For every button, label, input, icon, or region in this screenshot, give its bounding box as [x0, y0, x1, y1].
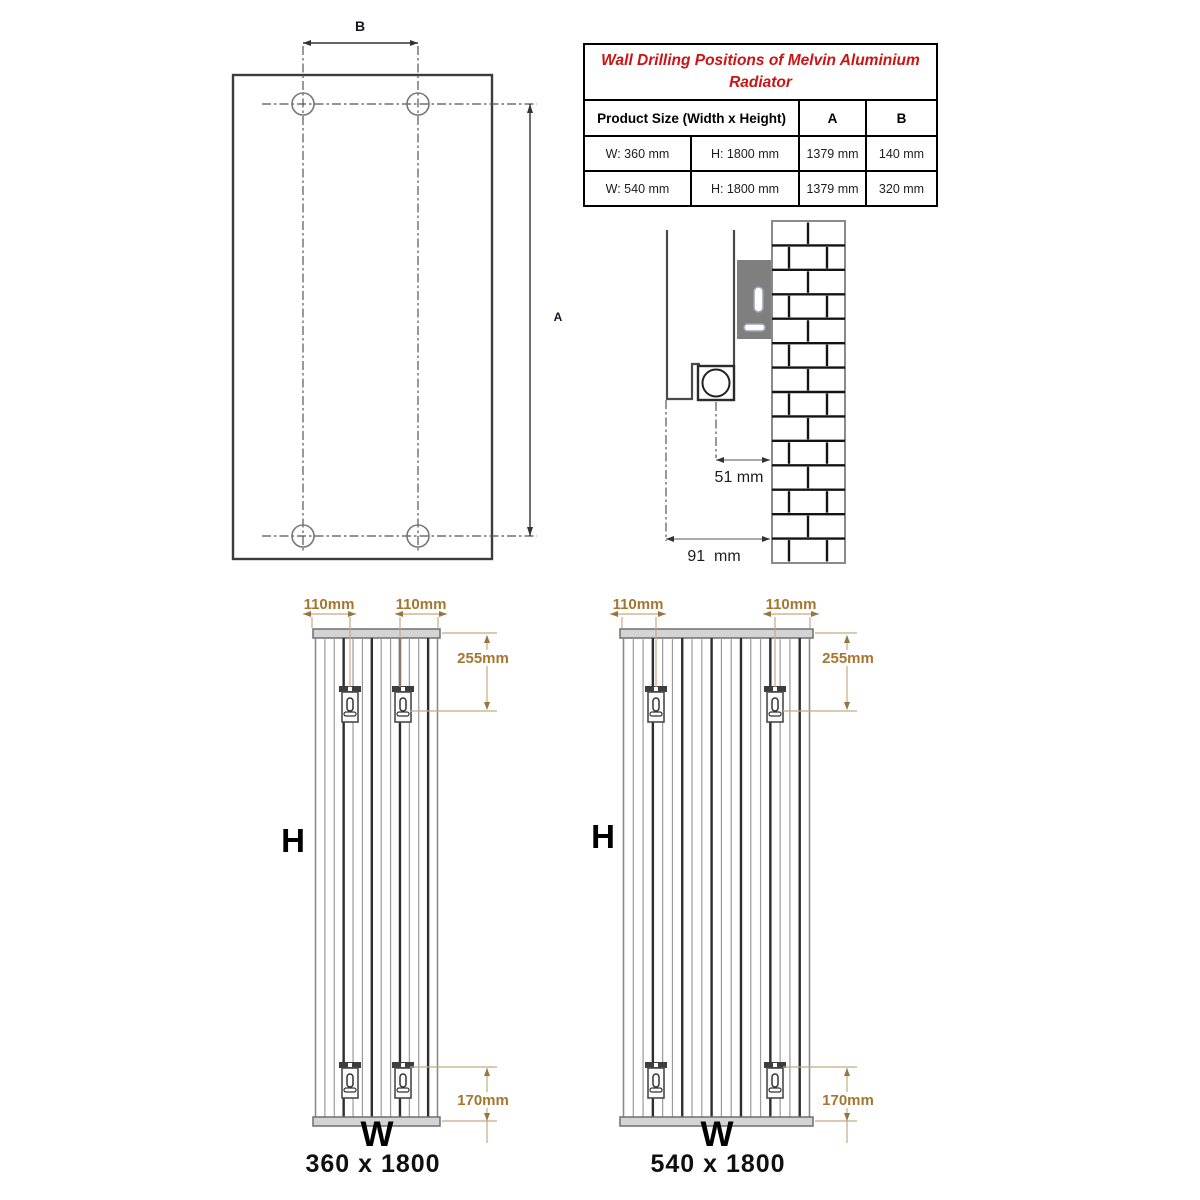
dim-label: 170mm [822, 1092, 874, 1109]
arrow-left-icon [303, 40, 311, 46]
table-title-row [584, 44, 937, 100]
bracket-slot [653, 1074, 659, 1087]
brick-wall [772, 221, 845, 563]
radiator-360-front-view [270, 590, 520, 1190]
fins [316, 638, 438, 1117]
arrow-up-icon [484, 1068, 490, 1076]
wall-mount-side-view [640, 210, 890, 580]
cell-a: 1379 mm [799, 136, 866, 171]
mounting-brackets [339, 686, 414, 1098]
side-centerlines [666, 400, 716, 541]
wall-bracket [737, 260, 772, 339]
bracket-slot [772, 698, 778, 711]
dim-255 [783, 633, 876, 711]
dim-label-51mm: 51 mm [714, 469, 764, 486]
dim-label: 110mm [395, 596, 447, 613]
bracket-slot [400, 1074, 406, 1087]
arrow-down-icon [844, 702, 850, 710]
width-label: W [700, 1115, 734, 1154]
arrow-right-icon [410, 40, 418, 46]
radiator-body [313, 629, 440, 1126]
table-row [584, 171, 937, 206]
arrow-right-icon [762, 536, 770, 542]
bracket-vertical-slot [754, 287, 763, 312]
table-header-row [584, 100, 937, 136]
arrow-down-icon [844, 1113, 850, 1121]
size-caption: 360 x 1800 [305, 1150, 441, 1178]
arrow-up-icon [844, 635, 850, 643]
drill-holes [292, 93, 429, 547]
radiator-body [620, 629, 813, 1126]
bracket-bottom-slot [769, 712, 781, 716]
dim-label: 255mm [822, 650, 874, 667]
dimension-91mm [666, 536, 770, 565]
dim-label: 110mm [303, 596, 355, 613]
bracket-bottom-slot [344, 1088, 356, 1092]
dim-label-b: B [354, 18, 366, 34]
dim-label: 255mm [457, 650, 509, 667]
table-row [584, 136, 937, 171]
dimension-a [527, 104, 563, 536]
bracket-horizontal-slot [744, 324, 765, 331]
radiator-outline [233, 75, 492, 559]
dim-255 [410, 633, 511, 711]
bracket-notch [654, 1063, 658, 1067]
arrow-down-icon [484, 702, 490, 710]
dim-110-right [395, 596, 447, 687]
arrow-right-icon [762, 457, 770, 463]
dim-label: 110mm [765, 596, 817, 613]
hole-centerlines [262, 46, 537, 553]
bracket-slot [347, 698, 353, 711]
dim-110-left [610, 596, 666, 687]
bracket-slot [653, 698, 659, 711]
dim-label-a: A [553, 310, 563, 324]
bracket-notch [773, 1063, 777, 1067]
dim-110-left [303, 596, 356, 687]
radiator-540-front-view [580, 590, 890, 1190]
arrow-down-icon [484, 1113, 490, 1121]
bracket-bottom-slot [397, 1088, 409, 1092]
mounting-brackets [645, 686, 786, 1098]
width-label: W [360, 1115, 394, 1154]
radiator-front-profile [667, 230, 700, 399]
dim-label: 170mm [457, 1092, 509, 1109]
bracket-bottom-slot [769, 1088, 781, 1092]
cell-b: 320 mm [866, 171, 937, 206]
arrow-up-icon [527, 104, 533, 113]
bracket-bottom-slot [397, 712, 409, 716]
arrow-down-icon [527, 527, 533, 536]
cell-a: 1379 mm [799, 171, 866, 206]
dim-label-91mm: 91 mm [687, 548, 741, 565]
arrow-left-icon [666, 536, 674, 542]
arrow-up-icon [484, 635, 490, 643]
bracket-notch [773, 687, 777, 691]
radiator-profile [667, 230, 734, 400]
bracket-notch [348, 687, 352, 691]
cell-height: H: 1800 mm [691, 171, 799, 206]
table-title: Wall Drilling Positions of Melvin Aluminium Radiator [584, 44, 937, 100]
bracket-slot [347, 1074, 353, 1087]
dimension-b [303, 18, 418, 46]
col-header-product-size: Product Size (Width x Height) [584, 100, 799, 136]
dimension-51mm [715, 457, 770, 486]
cell-width: W: 360 mm [584, 136, 691, 171]
drilling-positions-table [583, 43, 938, 207]
bracket-slot [772, 1074, 778, 1087]
bracket-notch [401, 1063, 405, 1067]
height-label: H [281, 822, 305, 859]
arrow-up-icon [844, 1068, 850, 1076]
pipe-connector-circle [703, 370, 730, 397]
cell-b: 140 mm [866, 136, 937, 171]
bracket-notch [401, 687, 405, 691]
bracket-bottom-slot [650, 712, 662, 716]
top-cap [313, 629, 440, 638]
top-cap [620, 629, 813, 638]
height-label: H [591, 818, 615, 855]
dim-label: 110mm [612, 596, 664, 613]
dim-170 [783, 1067, 876, 1143]
drilling-positions-diagram [215, 5, 575, 575]
radiator-outline-group [233, 75, 492, 559]
dim-170 [410, 1067, 511, 1143]
arrow-left-icon [716, 457, 724, 463]
col-header-b: B [866, 100, 937, 136]
bracket-notch [348, 1063, 352, 1067]
bracket-notch [654, 687, 658, 691]
bracket-slot [400, 698, 406, 711]
size-caption: 540 x 1800 [650, 1150, 786, 1178]
bracket-bottom-slot [344, 712, 356, 716]
col-header-a: A [799, 100, 866, 136]
bracket-bottom-slot [650, 1088, 662, 1092]
cell-height: H: 1800 mm [691, 136, 799, 171]
cell-width: W: 540 mm [584, 171, 691, 206]
